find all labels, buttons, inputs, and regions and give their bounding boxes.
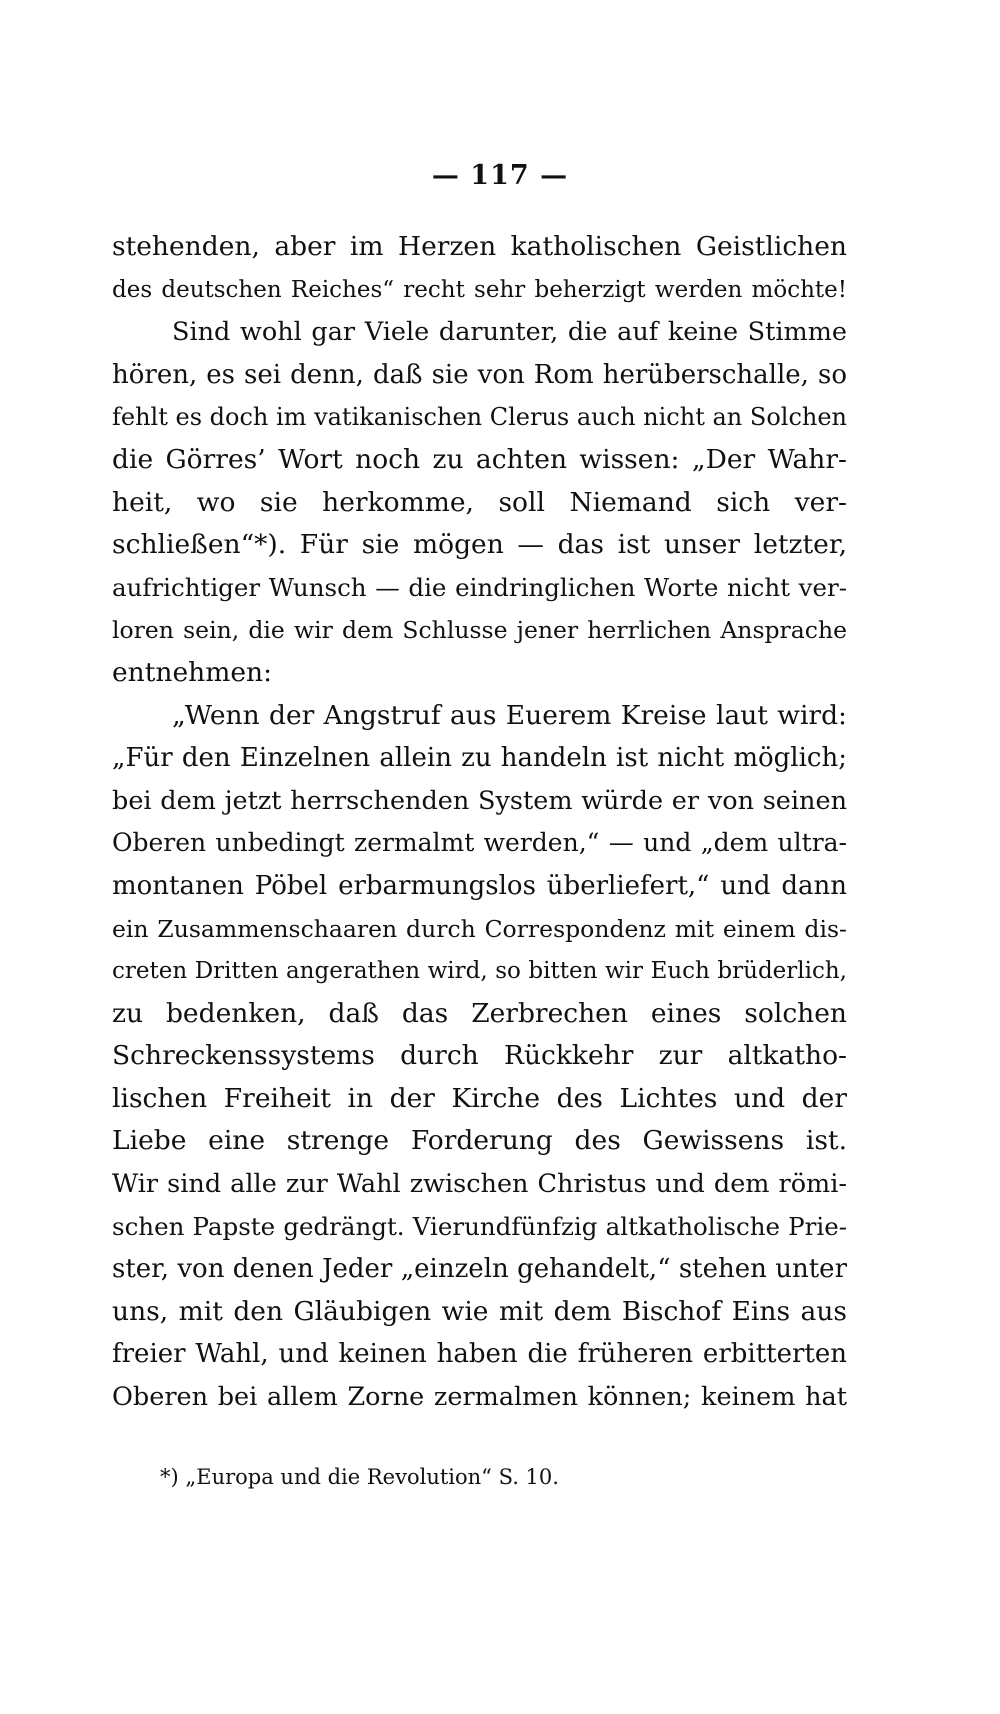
text-line: zu bedenken, daß das Zerbrechen eines solchen <box>112 997 847 1029</box>
text-line: Oberen bei allem Zorne zermalmen können; keinem hat <box>112 1382 847 1413</box>
text-line: ster, von denen Jeder „einzeln gehandelt,“ stehen unter <box>112 1254 847 1285</box>
text-line: loren sein, die wir dem Schlusse jener herrlichen Ansprache <box>112 616 847 645</box>
text-line: bei dem jetzt herrschenden System würde er von seinen <box>112 785 847 816</box>
text-line: montanen Pöbel erbarmungslos überliefert,“ und dann <box>112 870 847 901</box>
text-line: freier Wahl, und keinen haben die früheren erbitterten <box>112 1339 847 1370</box>
text-line: ein Zusammenschaaren durch Correspondenz mit einem dis- <box>112 914 847 943</box>
text-line: Schreckenssystems durch Rückkehr zur altkatho- <box>112 1040 847 1072</box>
text-line: aufrichtiger Wunsch — die eindringlichen Worte nicht ver- <box>112 572 847 602</box>
text-line: creten Dritten angerathen wird, so bitten wir Euch brüderlich, <box>112 958 847 985</box>
text-line: Wir sind alle zur Wahl zwischen Christus und dem römi- <box>112 1169 847 1200</box>
text-line: heit, wo sie herkomme, soll Niemand sich ver- <box>112 486 847 518</box>
page-number: — 117 — <box>431 160 569 191</box>
text-line: lischen Freiheit in der Kirche des Lichtes und der <box>112 1082 847 1114</box>
text-line: hören, es sei denn, daß sie von Rom herüberschalle, so <box>112 359 847 390</box>
text-line: „Für den Einzelnen allein zu handeln ist nicht möglich; <box>112 743 847 774</box>
text-line: fehlt es doch im vatikanischen Clerus auch nicht an Solchen <box>112 403 847 432</box>
text-line: schen Papste gedrängt. Vierundfünfzig altkatholische Prie- <box>112 1211 847 1241</box>
footnote: *) „Europa und die Revolution“ S. 10. <box>160 1465 559 1489</box>
text-line: stehenden, aber im Herzen katholischen Geistlichen <box>112 231 847 262</box>
text-line: entnehmen: <box>112 656 273 688</box>
text-line: uns, mit den Gläubigen wie mit dem Bischof Eins aus <box>112 1295 847 1327</box>
text-line: Sind wohl gar Viele darunter, die auf keine Stimme <box>172 317 847 348</box>
text-line: Liebe eine strenge Forderung des Gewissens ist. <box>112 1125 847 1157</box>
text-line: die Görres’ Wort noch zu achten wissen: „Der Wahr- <box>112 443 847 475</box>
body-text <box>112 226 847 1419</box>
text-line: schließen“*). Für sie mögen — das ist unser letzter, <box>112 529 847 561</box>
text-line: „Wenn der Angstruf aus Euerem Kreise laut wird: <box>172 699 847 731</box>
text-line: Oberen unbedingt zermalmt werden,“ — und „dem ultra- <box>112 828 847 858</box>
text-line: des deutschen Reiches“ recht sehr beherzigt werden möchte! <box>112 276 847 303</box>
